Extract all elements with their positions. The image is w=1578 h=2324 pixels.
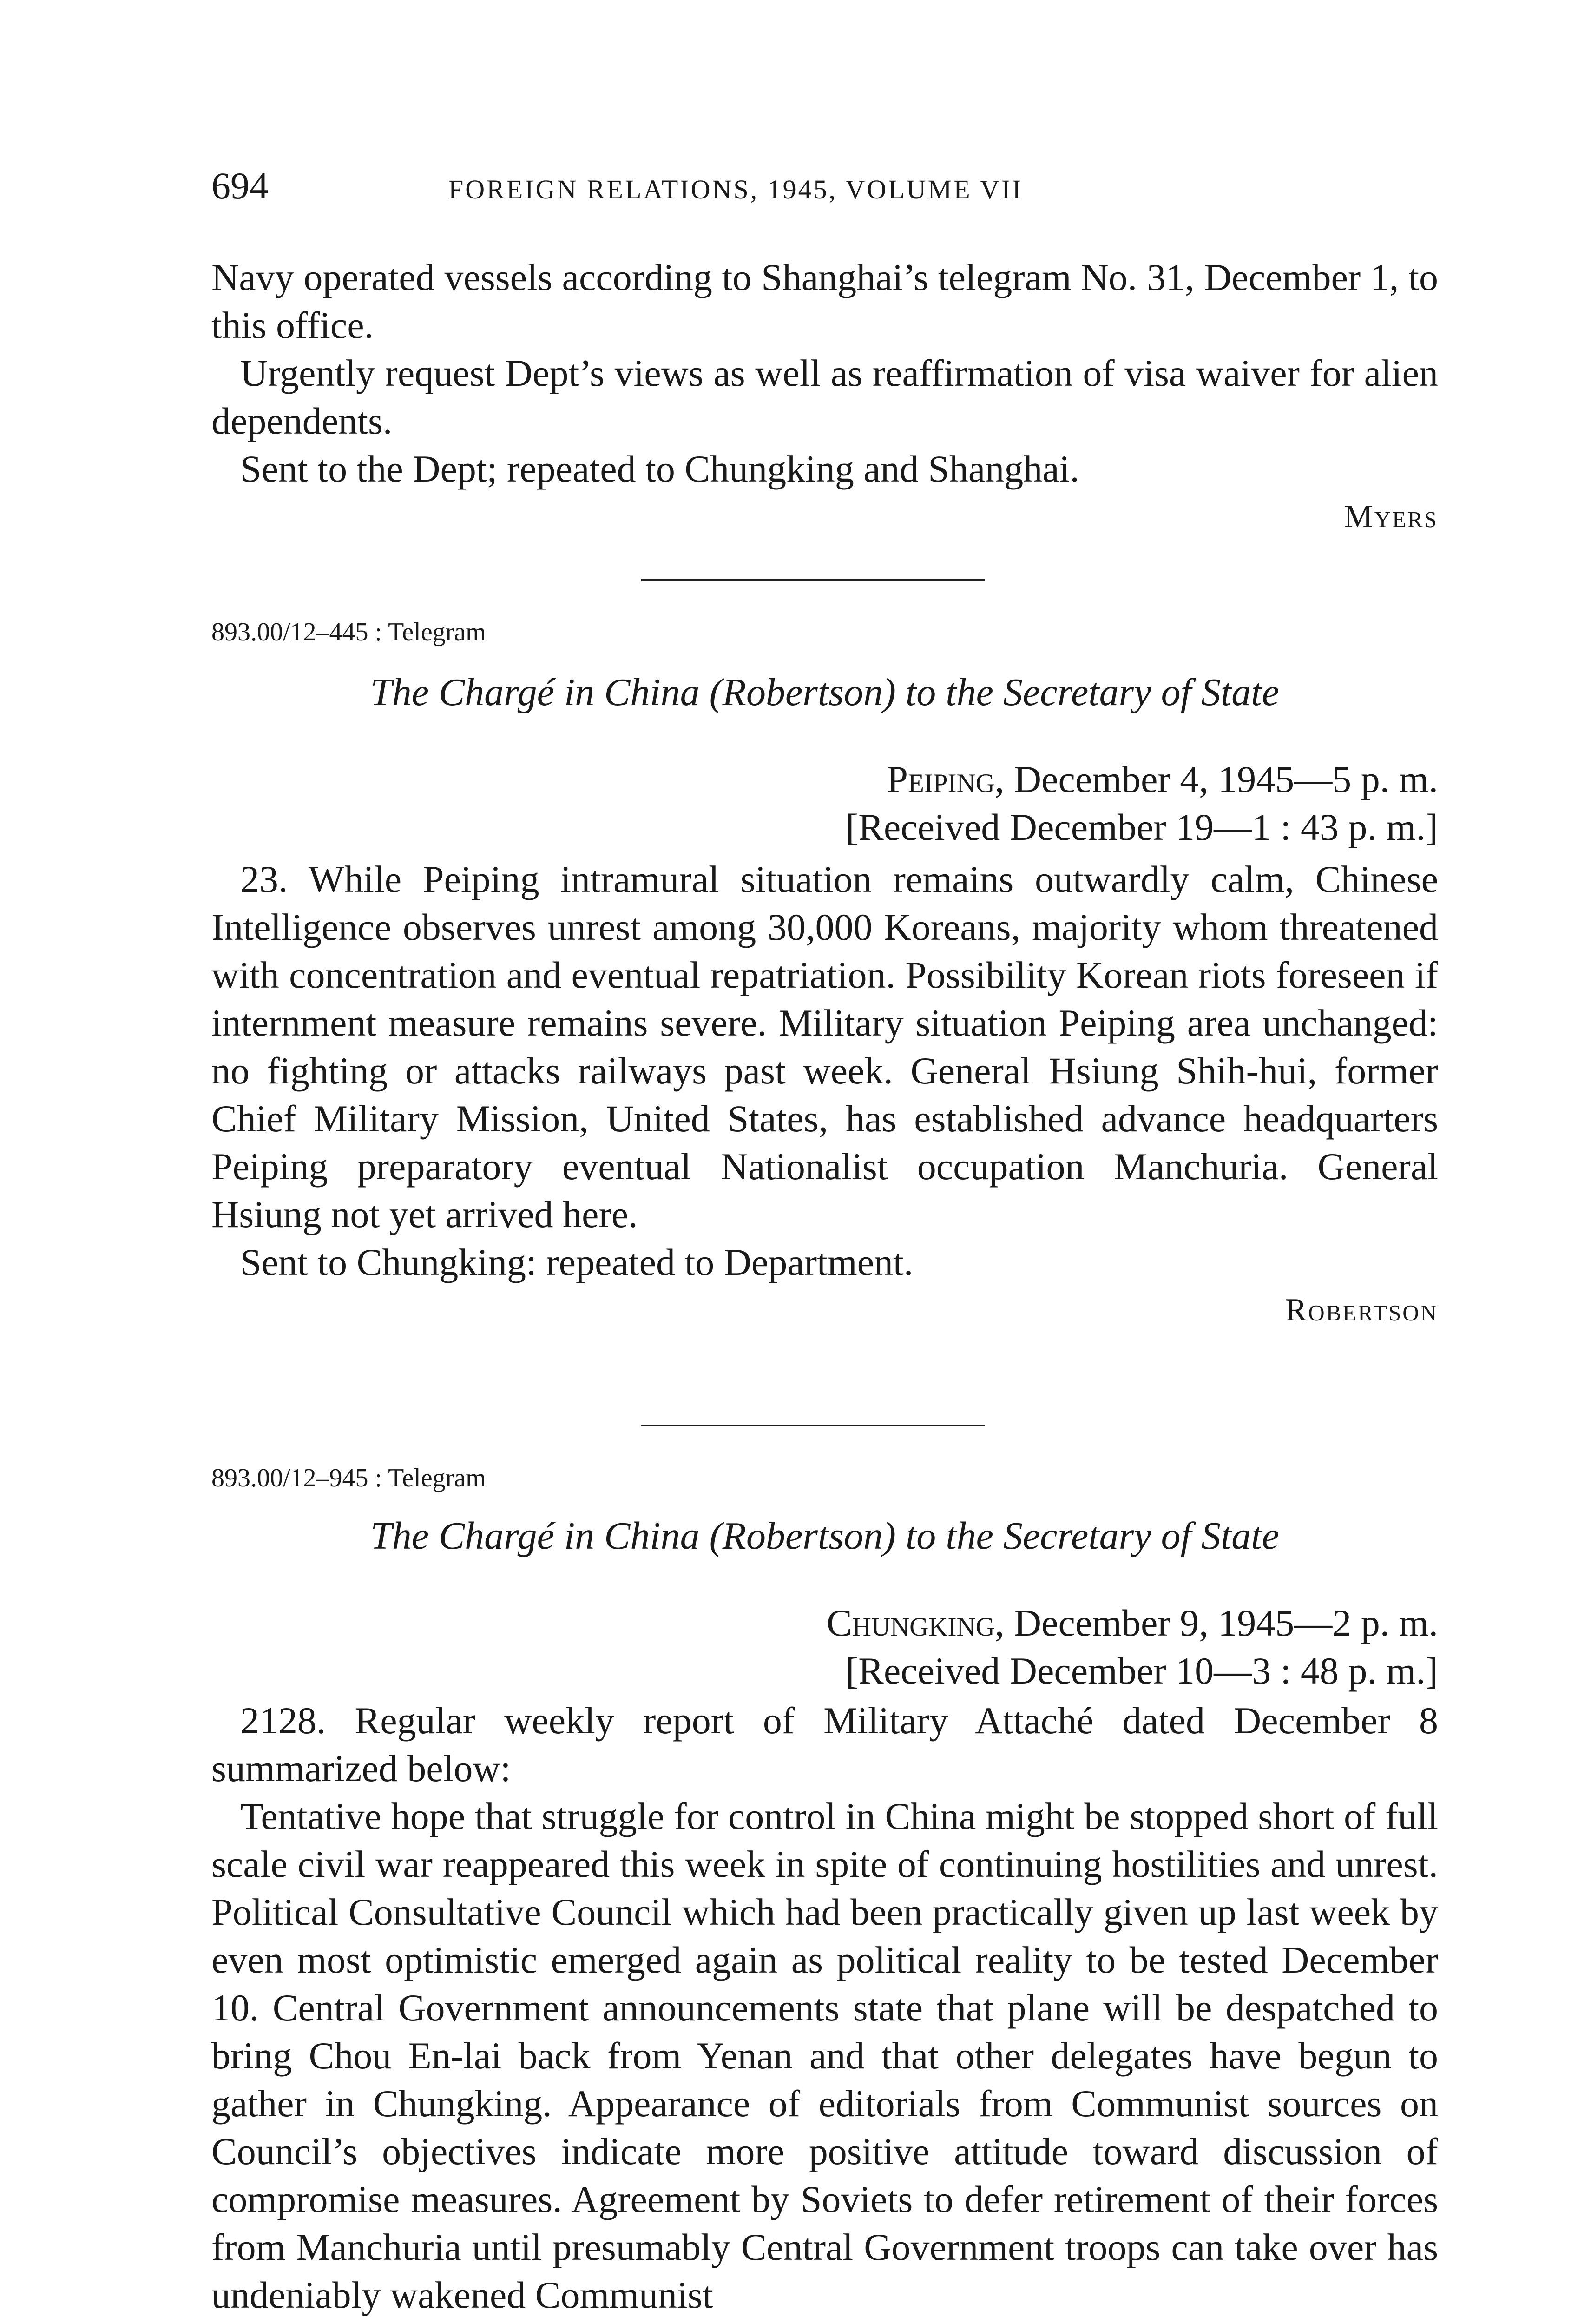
dateline-date: , December 9, 1945—2 p. m. — [994, 1602, 1438, 1644]
page-header — [211, 163, 1438, 214]
page-number: 694 — [211, 165, 269, 207]
signature-myers: Myers — [1344, 499, 1438, 535]
document-title: The Chargé in China (Robertson) to the Secretary of State — [370, 671, 1279, 714]
running-head: FOREIGN RELATIONS, 1945, VOLUME VII — [448, 174, 1023, 205]
doc1-paragraph: Sent to Chungking: repeated to Department. — [240, 1241, 914, 1283]
doc2-paragraph: Tentative hope that struggle for control in China might be stopped short of full scale civil war reappeared this week in spite of continuing hostilities and unrest. Political Consultative Council which had been practically given up last week by even most optimistic emerged again as political reality to be tested December 10. Central Government announcements state that plane will be despatched to bring Chou En-lai back from Yenan and that other delegates have begun to gather in Chungking. Appearance of editorials from Communist sources on Council’s objectives indicate more positive attitude toward discussion of compromise measures. Agreement by Soviets to defer retirement of their forces from Manchuria until presumably Central Government troops can take over has undeniably wakened Communist — [211, 1795, 1438, 2316]
dateline — [211, 755, 1438, 803]
dateline-date: , December 4, 1945—5 p. m. — [994, 758, 1438, 800]
section-divider — [641, 1425, 985, 1426]
doc1-body — [211, 855, 1438, 1334]
doc1-paragraph: 23. While Peiping intramural situation remains outwardly calm, Chinese Intelligence observes unrest among 30,000 Koreans, majority whom threatened with concentration and eventual repatriation. Possibility Korean riots foreseen if internment measure remains severe. Military situation Peiping area unchanged: no fighting or attacks railways past week. General Hsiung Shih-hui, former Chief Military Mission, United States, has established advance headquarters Peiping preparatory eventual Nationalist occupation Manchuria. General Hsiung not yet arrived here. — [211, 858, 1438, 1235]
document-title: The Chargé in China (Robertson) to the Secretary of State — [370, 1514, 1279, 1558]
continuation-section — [211, 253, 1438, 541]
dateline — [211, 1599, 1438, 1647]
continuation-paragraph: Urgently request Dept’s views as well as reaffirmation of visa waiver for alien dependents. — [211, 352, 1438, 442]
continuation-paragraph: Sent to the Dept; repeated to Chungking and Shanghai. — [240, 448, 1079, 490]
doc2-paragraph: 2128. Regular weekly report of Military Attaché dated December 8 summarized below: — [211, 1699, 1438, 1789]
dateline-place: Chungking — [827, 1602, 995, 1644]
file-reference: 893.00/12–445 : Telegram — [211, 618, 486, 647]
dateline-place: Peiping — [887, 758, 995, 800]
received-line: [Received December 19—1 : 43 p. m.] — [845, 806, 1438, 848]
received-line: [Received December 10—3 : 48 p. m.] — [845, 1650, 1438, 1692]
signature-robertson: Robertson — [1285, 1292, 1438, 1328]
file-reference: 893.00/12–945 : Telegram — [211, 1464, 486, 1492]
section-divider — [641, 579, 985, 581]
continuation-paragraph: Navy operated vessels according to Shanghai’s telegram No. 31, December 1, to this office. — [211, 256, 1438, 346]
doc2-body — [211, 1697, 1438, 2319]
